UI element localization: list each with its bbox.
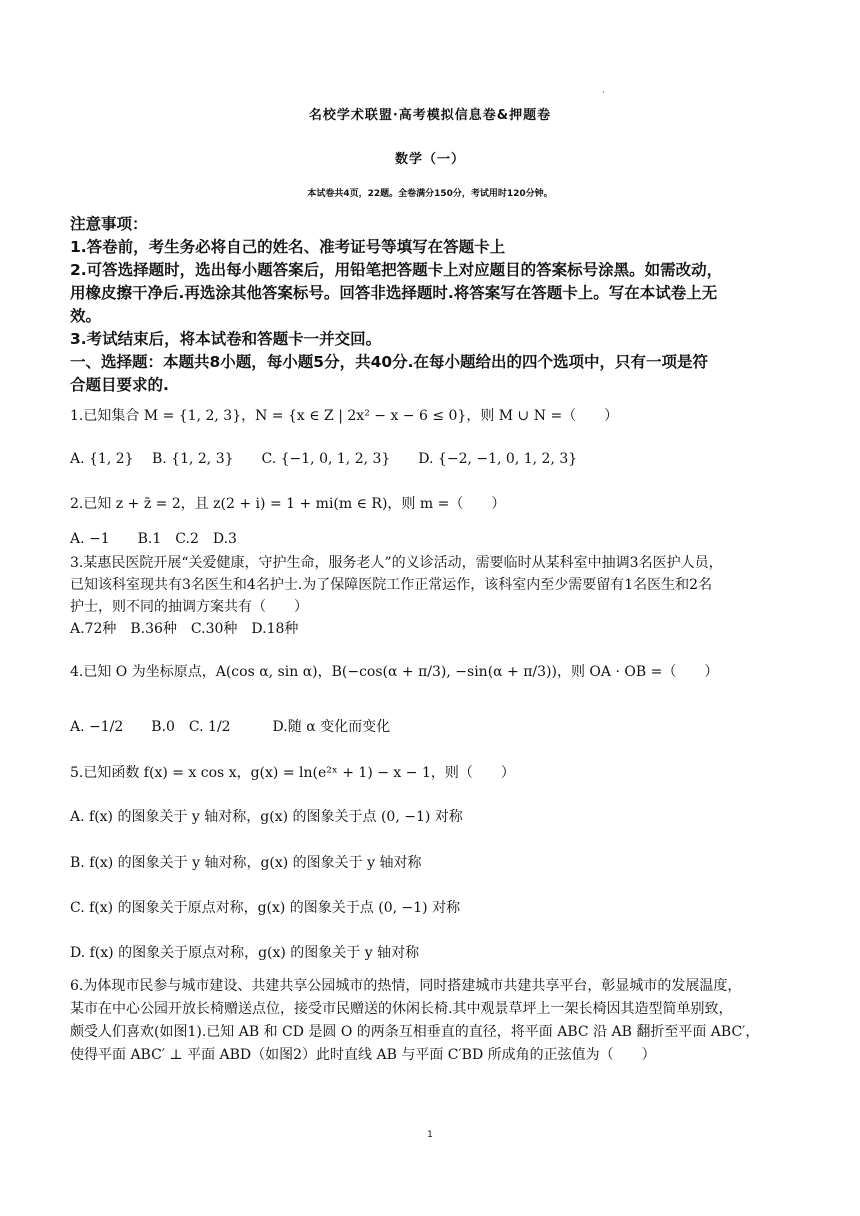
q6-line-2: 某市在中心公园开放长椅赠送点位，接受市民赠送的休闲长椅.其中观景草坪上一架长椅因其造型简单别致， bbox=[70, 1001, 733, 1017]
q5-option-a: A. f(x) 的图象关于 y 轴对称，g(x) 的图象关于点 (0, −1) 对称 bbox=[70, 809, 463, 825]
q1-stem: 1.已知集合 M = {1, 2, 3}，N = {x ∈ Z | 2x² − x − 6 ≤ 0}，则 M ∪ N =（ ） bbox=[70, 408, 619, 424]
q6-line-1: 6.为体现市民参与城市建设、共建共享公园城市的热情，同时搭建城市共建共享平台，彰显城市的发展温度， bbox=[70, 978, 742, 994]
page-number: 1 bbox=[427, 1130, 433, 1140]
q3-options: A.72种 B.36种 C.30种 D.18种 bbox=[70, 621, 299, 637]
exam-info: 本试卷共4页，22题。全卷满分150分，考试用时120分钟。 bbox=[307, 189, 553, 199]
notes-heading: 注意事项： bbox=[70, 215, 148, 233]
q6-line-4: 使得平面 ABC′ ⊥ 平面 ABD（如图2）此时直线 AB 与平面 C′BD 所成角的正弦值为（ ） bbox=[70, 1047, 656, 1063]
q4-options: A. −1/2 B.0 C. 1/2 D.随 α 变化而变化 bbox=[70, 719, 391, 735]
section-1-heading-line-1: 一、选择题：本题共8小题，每小题5分，共40分.在每小题给出的四个选项中，只有一项是符 bbox=[70, 353, 709, 371]
q1-options: A. {1, 2} B. {1, 2, 3} C. {−1, 0, 1, 2, 3} D. {−2, −1, 0, 1, 2, 3} bbox=[70, 451, 578, 467]
note-3: 3.考试结束后，将本试卷和答题卡一并交回。 bbox=[70, 330, 382, 348]
q5-option-b: B. f(x) 的图象关于 y 轴对称，g(x) 的图象关于 y 轴对称 bbox=[70, 855, 422, 871]
note-1: 1.答卷前，考生务必将自己的姓名、准考证号等填写在答题卡上 bbox=[70, 238, 506, 256]
q5-option-d: D. f(x) 的图象关于原点对称，g(x) 的图象关于 y 轴对称 bbox=[70, 945, 420, 961]
note-2-line-2: 用橡皮擦干净后.再选涂其他答案标号。回答非选择题时.将答案写在答题卡上。写在本试卷上无 bbox=[70, 284, 718, 302]
q3-line-2: 已知该科室现共有3名医生和4名护士.为了保障医院工作正常运作，该科室内至少需要留有1名医生和2名 bbox=[70, 577, 713, 593]
q3-line-1: 3.某惠民医院开展“关爱健康，守护生命，服务老人”的义诊活动，需要临时从某科室中抽调3名医护人员， bbox=[70, 555, 723, 571]
section-1-heading-line-2: 合题目要求的. bbox=[70, 376, 169, 394]
scan-dot: · bbox=[602, 88, 605, 97]
q2-stem: 2.已知 z + z̄ = 2，且 z(2 + i) = 1 + mi(m ∈ R)，则 m =（ ） bbox=[70, 496, 506, 512]
note-2-line-3: 效。 bbox=[70, 307, 102, 325]
q3-line-3: 护士，则不同的抽调方案共有（ ） bbox=[70, 599, 308, 615]
q5-option-c: C. f(x) 的图象关于原点对称，g(x) 的图象关于点 (0, −1) 对称 bbox=[70, 900, 461, 916]
exam-subtitle: 数学（一） bbox=[394, 152, 465, 167]
exam-title: 名校学术联盟·高考模拟信息卷&押题卷 bbox=[308, 108, 552, 123]
q2-options: A. −1 B.1 C.2 D.3 bbox=[70, 531, 237, 547]
q4-stem: 4.已知 O 为坐标原点，A(cos α, sin α)，B(−cos(α + π/3), −sin(α + π/3))，则 OA · OB =（ ） bbox=[70, 664, 719, 680]
q5-stem: 5.已知函数 f(x) = x cos x，g(x) = ln(e²ˣ + 1) − x − 1，则（ ） bbox=[70, 765, 515, 781]
note-2-line-1: 2.可答选择题时，选出每小题答案后，用铅笔把答题卡上对应题目的答案标号涂黑。如需改动， bbox=[70, 261, 723, 279]
q6-line-3: 颇受人们喜欢(如图1).已知 AB 和 CD 是圆 O 的两条互相垂直的直径，将平面 ABC 沿 AB 翻折至平面 ABC′， bbox=[70, 1024, 760, 1040]
